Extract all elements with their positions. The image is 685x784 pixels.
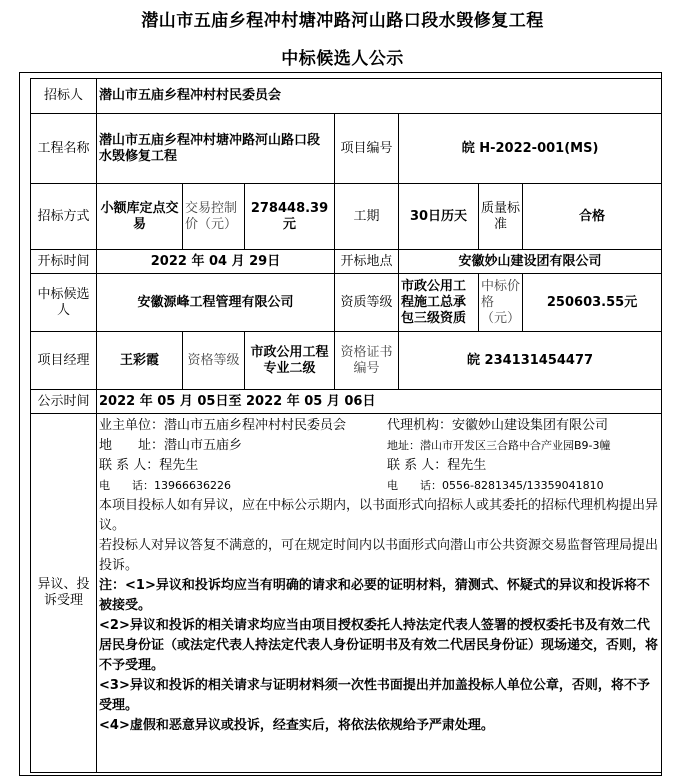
qualification-label: 资质等级 [335,274,399,332]
manager-level-label: 资格等级 [183,332,245,390]
document-title: 潜山市五庙乡程冲村塘冲路河山路口段水毁修复工程 [141,11,544,31]
row-objection [31,414,662,773]
row-publicity [31,390,662,414]
contact-line-3 [99,456,659,476]
candidate-value: 安徽源峰工程管理有限公司 [97,274,335,332]
method-label: 招标方式 [31,184,97,250]
method-value: 小额库定点交易 [97,184,183,250]
note-1: 注：<1>异议和投诉均应当有明确的请求和必要的证明材料，猜测式、怀疑式的异议和投诉将不被接受。 [99,578,650,613]
note-4: <4>虚假和恶意异议或投诉，经查实后，将依法依规给予严肃处理。 [99,718,494,733]
project-name-value: 潜山市五庙乡程冲村塘冲路河山路口段水毁修复工程 [97,114,335,184]
cert-no-value: 皖 234131454477 [399,332,662,390]
candidate-label: 中标候选人 [31,274,97,332]
agency-name: 代理机构：安徽妙山建设集团有限公司 [387,418,609,433]
contact-line-4 [99,476,659,496]
manager-value: 王彩霞 [97,332,183,390]
period-value: 30日历天 [399,184,479,250]
agency-address: 地址：潜山市开发区三合路中合产业园B9-3幢 [387,439,611,452]
owner-unit: 业主单位：潜山市五庙乡程冲村村民委员会 [99,418,347,433]
row-open [31,250,662,274]
row-candidate [31,274,662,332]
note-2: <2>异议和投诉的相关请求均应当由项目授权委托人持法定代表人签署的授权委托书及有效二代居民身份证（或法定代表人持法定代表人身份证明书及有效二代居民身份证）现场递交，否则，将不予受理。 [99,618,659,673]
owner-phone: 电 话：13966636226 [99,479,231,492]
open-time-label: 开标时间 [31,250,97,274]
control-price-value: 278448.39元 [245,184,335,250]
objection-details [97,414,662,773]
open-place-value: 安徽妙山建设团有限公司 [399,250,662,274]
agency-contact: 联 系 人：程先生 [387,458,487,473]
notice-complaint: 若投标人对异议答复不满意的，可在规定时间内以书面形式向潜山市公共资源交易监督管理局提出投诉。 [99,538,659,573]
row-project-name [31,114,662,184]
project-no-label: 项目编号 [335,114,399,184]
document-subtitle: 中标候选人公示 [281,49,404,69]
row-tenderer [31,79,662,114]
control-price-label: 交易控制价（元） [183,184,245,250]
tenderer-value: 潜山市五庙乡程冲村村民委员会 [97,79,662,114]
quality-label: 质量标准 [479,184,523,250]
owner-address: 地 址：潜山市五庙乡 [99,438,243,453]
agency-phone: 电 话：0556-8281345/13359041810 [387,479,604,492]
bid-price-value: 250603.55元 [523,274,662,332]
row-manager [31,332,662,390]
manager-level-value: 市政公用工程专业二级 [245,332,335,390]
period-label: 工期 [335,184,399,250]
manager-label: 项目经理 [31,332,97,390]
project-no-value: 皖 H-2022-001(MS) [399,114,662,184]
cert-no-label: 资格证书编号 [335,332,399,390]
publicity-value: 2022 年 05 月 05日至 2022 年 05 月 06日 [97,390,662,414]
tenderer-label: 招标人 [31,79,97,114]
qualification-value: 市政公用工程施工总承包三级资质 [399,274,479,332]
publicity-label: 公示时间 [31,390,97,414]
row-method [31,184,662,250]
owner-contact: 联 系 人：程先生 [99,458,199,473]
quality-value: 合格 [523,184,662,250]
bid-price-label: 中标价格（元） [479,274,523,332]
contact-line-1 [99,416,659,436]
project-name-label: 工程名称 [31,114,97,184]
notice-objection: 本项目投标人如有异议，应在中标公示期内，以书面形式向招标人或其委托的招标代理机构提出异议。 [99,498,659,533]
open-time-value: 2022 年 04 月 29日 [97,250,335,274]
open-place-label: 开标地点 [335,250,399,274]
announcement-table [30,78,662,773]
contact-line-2 [99,436,659,456]
note-3: <3>异议和投诉的相关请求与证明材料须一次性书面提出并加盖投标人单位公章，否则，将不予受理。 [99,678,650,713]
objection-label: 异议、投诉受理 [31,414,97,773]
